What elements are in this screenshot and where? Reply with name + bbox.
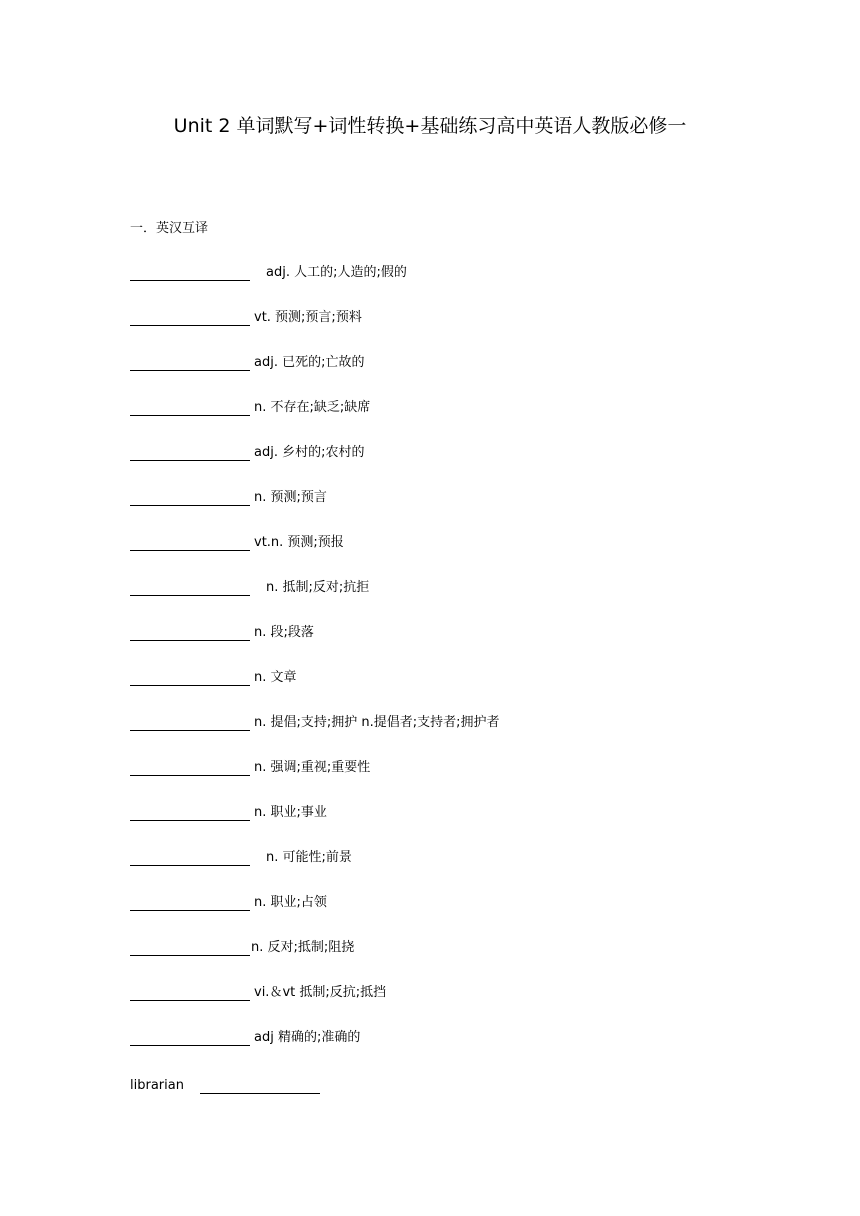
list-item <box>130 758 500 803</box>
answer-blank[interactable] <box>130 263 250 281</box>
list-item <box>130 803 500 848</box>
list-item <box>130 578 500 623</box>
chinese-meaning: adj 精确的;准确的 <box>254 1030 361 1045</box>
answer-blank[interactable] <box>130 938 250 956</box>
answer-blank[interactable] <box>130 668 250 686</box>
chinese-meaning: n. 可能性;前景 <box>266 850 352 865</box>
list-item <box>130 848 500 893</box>
answer-blank[interactable] <box>130 1028 250 1046</box>
chinese-meaning: n. 预测;预言 <box>254 490 327 505</box>
chinese-meaning: n. 不存在;缺乏;缺席 <box>254 400 371 415</box>
chinese-meaning: adj. 人工的;人造的;假的 <box>266 265 407 280</box>
chinese-meaning: n. 文章 <box>254 670 297 685</box>
list-item <box>130 893 500 938</box>
list-item <box>130 443 500 488</box>
chinese-meaning: vi.＆vt 抵制;反抗;抵挡 <box>254 985 387 1000</box>
list-item <box>130 713 500 758</box>
answer-blank[interactable] <box>130 713 250 731</box>
answer-blank[interactable] <box>130 848 250 866</box>
answer-blank[interactable] <box>130 803 250 821</box>
chinese-meaning: adj. 已死的;亡故的 <box>254 355 365 370</box>
chinese-meaning: n. 强调;重视;重要性 <box>254 760 371 775</box>
answer-blank[interactable] <box>130 623 250 641</box>
answer-blank[interactable] <box>200 1076 320 1094</box>
chinese-meaning: n. 段;段落 <box>254 625 314 640</box>
chinese-meaning: adj. 乡村的;农村的 <box>254 445 365 460</box>
answer-blank[interactable] <box>130 398 250 416</box>
answer-blank[interactable] <box>130 353 250 371</box>
list-item <box>130 938 500 983</box>
list-item <box>130 668 500 713</box>
list-item <box>130 263 500 308</box>
answer-blank[interactable] <box>130 983 250 1001</box>
list-item <box>130 983 500 1028</box>
answer-blank[interactable] <box>130 488 250 506</box>
vocabulary-list <box>130 263 500 1073</box>
answer-blank[interactable] <box>130 893 250 911</box>
chinese-meaning: n. 抵制;反对;抗拒 <box>266 580 370 595</box>
answer-blank[interactable] <box>130 533 250 551</box>
answer-blank[interactable] <box>130 308 250 326</box>
answer-blank[interactable] <box>130 578 250 596</box>
section-heading: 一．英汉互译 <box>130 221 209 236</box>
list-item <box>130 623 500 668</box>
document-title: Unit 2 单词默写+词性转换+基础练习高中英语人教版必修一 <box>173 115 687 137</box>
chinese-meaning: n. 职业;事业 <box>254 805 327 820</box>
list-item <box>130 398 500 443</box>
reverse-translation-row <box>130 1076 320 1096</box>
chinese-meaning: n. 提倡;支持;拥护 n.提倡者;支持者;拥护者 <box>254 715 500 730</box>
chinese-meaning: n. 职业;占领 <box>254 895 327 910</box>
answer-blank[interactable] <box>130 443 250 461</box>
list-item <box>130 308 500 353</box>
list-item <box>130 353 500 398</box>
english-word: librarian <box>130 1078 184 1093</box>
list-item <box>130 1028 500 1073</box>
list-item <box>130 533 500 578</box>
answer-blank[interactable] <box>130 758 250 776</box>
chinese-meaning: n. 反对;抵制;阻挠 <box>251 940 355 955</box>
chinese-meaning: vt. 预测;预言;预料 <box>254 310 362 325</box>
list-item <box>130 488 500 533</box>
chinese-meaning: vt.n. 预测;预报 <box>254 535 344 550</box>
